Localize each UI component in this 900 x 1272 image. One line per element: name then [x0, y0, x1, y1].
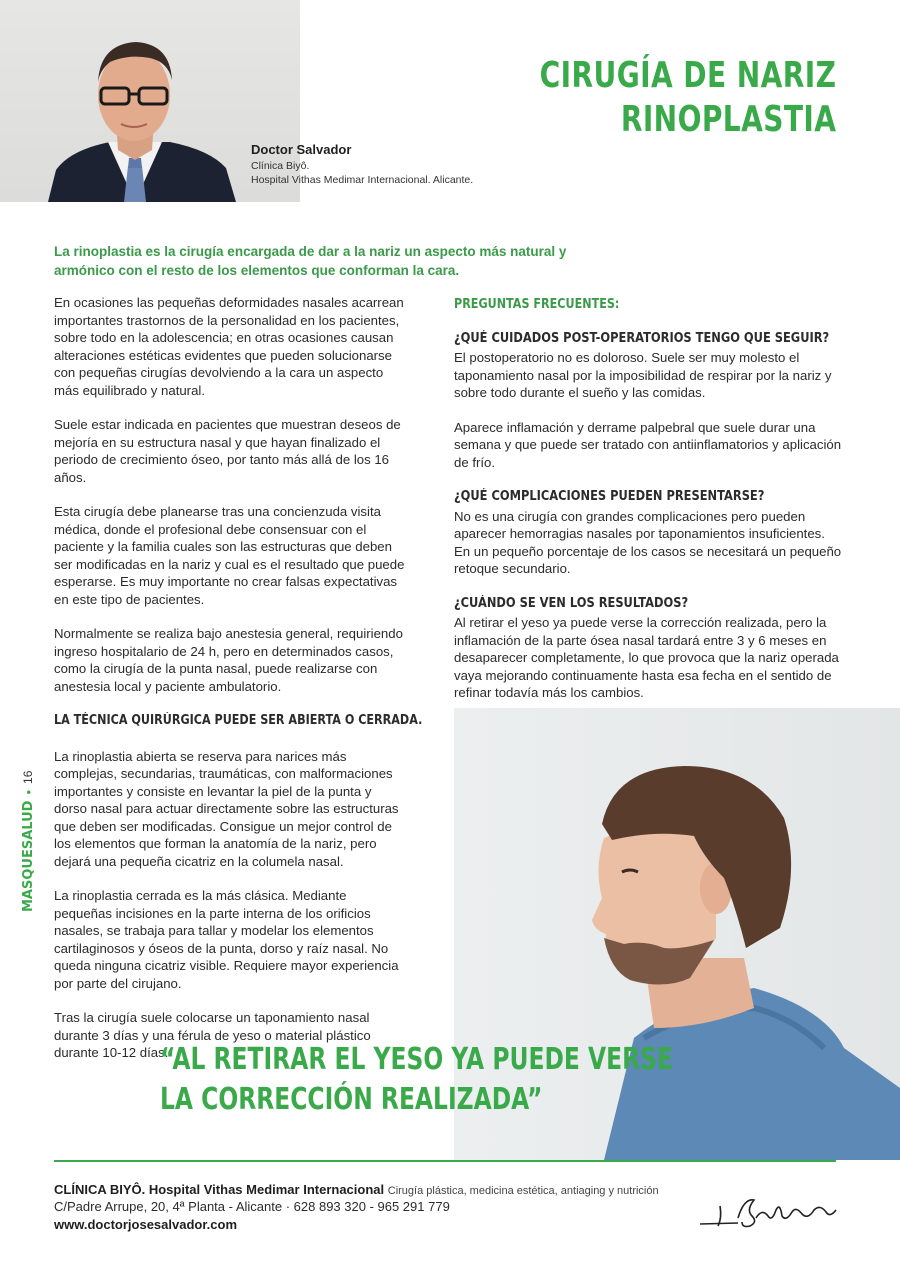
page-number: 16 [21, 770, 35, 784]
side-page-label [13, 746, 43, 912]
intro-paragraph: La rinoplastia es la cirugía encargada de dar a la nariz un aspecto más natural y armónico con el resto de los elementos que conforman la cara. [54, 244, 567, 278]
footer-website-link[interactable]: www.doctorjosesalvador.com [54, 1217, 238, 1232]
separator-dot: • [20, 789, 36, 795]
faq-answer: No es una cirugía con grandes complicaciones pero pueden aparecer hemorragias nasales por taponamientos insuficientes. En un pequeño porcentaje de los casos se necesitará un pequeño retoque secundario. [454, 508, 842, 576]
paragraph: La rinoplastia cerrada es la más clásica. Mediante pequeñas incisiones en la parte interna de los orificios nasales, se trabaja para tallar y modelar los elementos cartilaginosos y óseos de la punta, dorso y raíz nasal. No queda ninguna cicatriz visible. Requiere mayor experiencia por parte del cirujano. [54, 888, 399, 991]
faq-column [454, 296, 844, 719]
magazine-name: MASQUESALUD [20, 800, 36, 912]
title-line-1: CIRUGÍA DE NARIZ [539, 55, 836, 96]
signature [698, 1188, 838, 1232]
faq-heading: PREGUNTAS FRECUENTES: [454, 297, 620, 312]
footer-tagline: Cirugía plástica, medicina estética, antiaging y nutrición [387, 1185, 659, 1197]
faq-answer: Al retirar el yeso ya puede verse la corrección realizada, pero la inflamación de la parte ósea nasal tardará entre 3 y 6 meses en desaparecer completamente, lo que provoca que la nariz operada vaya mejorando continuamente hasta esa fecha en el sentido de refinar todavía más los cambios. [454, 615, 839, 700]
technique-heading: LA TÉCNICA QUIRÚRGICA PUEDE SER ABIERTA O CERRADA. [54, 713, 423, 728]
faq-answer: Aparece inflamación y derrame palpebral que suele durar una semana y que puede ser tratado con antiinflamatorios y aplicación de frío. [454, 419, 842, 470]
paragraph: La rinoplastia abierta se reserva para narices más complejas, secundarias, traumáticas, con malformaciones importantes y consiste en levantar la piel de la punta y dorso nasal para actuar directamente sobre las estructuras que deben ser modificadas. Consigue un mejor control de los elementos que forman la anatomía de la nariz, pero dejará una pequeña cicatriz en la columela nasal. [54, 748, 399, 869]
doctor-clinic: Clínica Biyô. [251, 160, 310, 172]
title-line-2: RINOPLASTIA [620, 99, 836, 140]
faq-question: ¿QUÉ CUIDADOS POST-OPERATORIOS TENGO QUE SEGUIR? [454, 330, 830, 346]
footer-address: C/Padre Arrupe, 20, 4ª Planta - Alicante · 628 893 320 - 965 291 779 [54, 1199, 450, 1214]
page-title [539, 54, 836, 142]
pull-quote [160, 1040, 673, 1120]
faq-question: ¿CUÁNDO SE VEN LOS RESULTADOS? [454, 595, 689, 611]
doctor-hospital: Hospital Vithas Medimar Internacional. Alicante. [251, 174, 474, 186]
paragraph: Tras la cirugía suele colocarse un taponamiento nasal durante 3 días y una férula de yeso o material plástico durante 10-12 días. [54, 1010, 371, 1060]
doctor-name: Doctor Salvador [251, 142, 352, 157]
paragraph: Normalmente se realiza bajo anestesia general, requiriendo ingreso hospitalario de 24 h, pero en determinados casos, como la cirugía de la punta nasal, puede realizarse con anestesia local y paciente ambulatorio. [54, 626, 403, 694]
paragraph: Esta cirugía debe planearse tras una concienzuda visita médica, donde el profesional debe consensuar con el paciente y la familia cuales son las estructuras que deben ser modificadas en la nariz y cual es el resultado que puede esperarse. Es muy importante no crear falsas expectativas en este tipo de pacientes. [54, 504, 405, 607]
faq-question: ¿QUÉ COMPLICACIONES PUEDEN PRESENTARSE? [454, 489, 765, 504]
quote-line-1: “AL RETIRAR EL YESO YA PUEDE VERSE [160, 1042, 673, 1077]
footer-clinic-name: CLÍNICA BIYÔ. Hospital Vithas Medimar Internacional [54, 1182, 385, 1197]
footer-clinic [54, 1182, 659, 1197]
faq-answer: El postoperatorio no es doloroso. Suele ser muy molesto el taponamiento nasal por la imposibilidad de respirar por la nariz y sobre todo durante el sueño y las comidas. [454, 350, 832, 400]
paragraph: Suele estar indicada en pacientes que muestran deseos de mejoría en su estructura nasal y que hayan finalizado el periodo de crecimiento óseo, por tanto más allá de los 16 años. [54, 417, 401, 485]
paragraph: En ocasiones las pequeñas deformidades nasales acarrean importantes trastornos de la personalidad en los pacientes, sobre todo en la adolescencia; en otras ocasiones causan alteraciones estéticas evidentes que pueden solucionarse con pequeñas cirugías devolviendo a la cara un aspecto más equilibrado y natural. [54, 295, 404, 398]
footer-divider [54, 1160, 836, 1162]
quote-line-2: LA CORRECCIÓN REALIZADA” [160, 1082, 543, 1117]
